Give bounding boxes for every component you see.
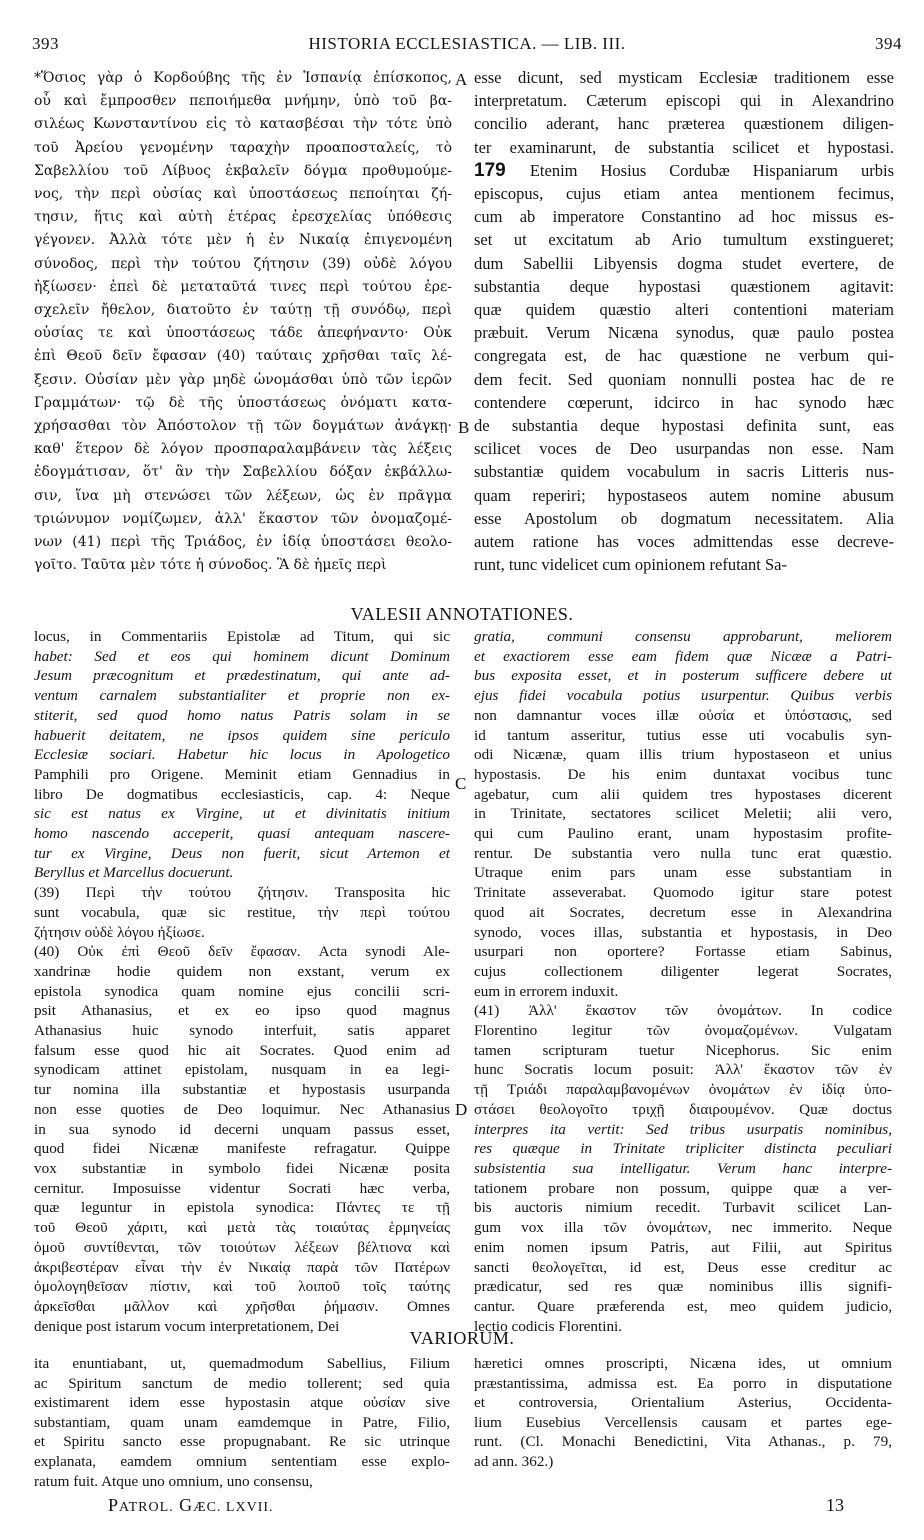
annotation-line: gratia, communi consensu approbarunt, meliorem	[474, 628, 892, 645]
variorum-line: hæretici omnes proscripti, Nicæna ides, ut omnium	[474, 1355, 892, 1372]
annotation-line: (39) Περὶ τὴν τούτου ζήτησιν. Transposita hic	[34, 884, 450, 902]
latin-text-line: episcopus, cujus etiam antea mentionem fecimus,	[474, 184, 894, 204]
annotation-line: xandrinæ hodie quidem non exstant, verum ex	[34, 962, 450, 980]
annotation-line: sic est natus ex Virgine, ut et divinitatis initium	[34, 805, 450, 823]
annotation-line: Beryllus et Marcellus docuerunt.	[34, 864, 234, 882]
latin-text-line: esse Apostolum ob dogmatum necessitatem. Alia	[474, 508, 894, 528]
annotation-line: hypostasis. De his enim duntaxat vocibus tunc	[474, 765, 892, 783]
annotation-line: falsum esse quod hic ait Socrates. Quod enim ad	[34, 1041, 450, 1059]
variorum-line: substantiam, quam unam eamdemque in Patre, Filio,	[34, 1413, 450, 1431]
annotation-line: in sua synodo id decerni unquam passus esset,	[34, 1120, 450, 1138]
annotation-line: epistola synodica quam nomine ejus concilii scri-	[34, 982, 450, 1000]
latin-text-line: dum Sabellii Libyensis dogma studet evertere, de	[474, 253, 894, 273]
greek-text-line: σχελεῖν ἤθελον, διατοῦτο ἐν ταύτῃ τῇ συνόδῳ, περὶ	[34, 302, 452, 319]
margin-marker-c: C	[455, 774, 467, 793]
annotation-line: et exactiorem esse eam fidem quæ Nicææ a Patri-	[474, 647, 892, 665]
greek-text-line: σύνοδος, περὶ τὴν τούτου ζήτησιν (39) οὐδὲ λόγου	[34, 255, 452, 272]
variorum-line: existimarent idem esse hypostasin atque οὐσίαν sive	[34, 1394, 450, 1412]
annotation-line: Pamphili pro Origene. Meminit etiam Gennadius in	[34, 765, 450, 783]
variorum-line: et Spiritu sancto esse propugnabant. Re sic utrinque	[34, 1433, 450, 1451]
annotation-line: sunt vocabula, quæ sic restitue, τὴν περὶ τούτου	[34, 903, 450, 921]
annotation-line: ἀκριβεστέραν εἶναι τὴν ἐν Νικαίᾳ παρὰ τῶν Πατέρων	[34, 1258, 450, 1276]
variorum-line: ac Spiritum sanctum de medio tollerent; sed quia	[34, 1374, 450, 1392]
annotations-right-column	[474, 627, 892, 1336]
annotation-line: res quæque in Trinitate tripliciter distincta peculiari	[474, 1140, 892, 1158]
margin-marker-b: B	[458, 418, 470, 437]
latin-text-line: runt, tunc videlicet cum opinionem refutant Sa-	[474, 555, 787, 575]
annotation-line: qui cum Paulino erant, unam hypostasim profite-	[474, 825, 892, 843]
annotation-line: ζήτησιν οὐδὲ λόγου ἠξίωσε.	[34, 923, 205, 941]
latin-text-line: autem ratione has voces admittendas esse decreve-	[474, 532, 894, 552]
greek-text-line: τησιν, ἥτις καὶ αὐτὴ ἑτέρας ἐρεσχελίας ὑπόθεσις	[34, 209, 452, 226]
latin-text-line: dem fecit. Sed quoniam nonnulli postea hac de re	[474, 369, 894, 389]
greek-text-line: Σαβελλίου τοῦ Λίβυος ἐκβαλεῖν δόγμα προθυμούμε-	[34, 162, 452, 179]
annotation-line: quod fidei Nicænæ manifeste refragatur. Quippe	[34, 1140, 450, 1158]
annotation-line: quod ait Socrates, decretum esse in Alexandrina	[474, 903, 892, 921]
greek-text-line: τριώνυμον νομίζωμεν, ἀλλ' ἕκαστον τῶν ὀνομαζομέ-	[34, 510, 452, 527]
annotation-line: cantur. Quare præferenda est, meo quidem judicio,	[474, 1297, 892, 1315]
latin-text-line: quæ quidem quæstio alteri contentioni materiam	[474, 300, 894, 320]
annotation-line: tur ex Virgine, Deus non fuerit, sicut Artemon et	[34, 844, 450, 862]
annotations-left-column	[34, 627, 450, 1336]
annotation-line: ventum carnalem substantialiter et proprie non ex-	[34, 687, 450, 705]
annotation-line: Utraque enim pars unam esse substantiam in	[474, 864, 892, 882]
annotation-line: synodo, voces illas, substantia et hypostasis, in Deo	[474, 923, 892, 941]
annotation-line: bis auctoris nimium recedit. Turbavit scilicet Lan-	[474, 1199, 892, 1217]
annotation-line: habet: Sed et eos qui hominem dicunt Dominum	[34, 647, 450, 665]
running-title: HISTORIA ECCLESIASTICA. — LIB. III.	[308, 34, 626, 53]
greek-text-line: γέγονεν. Ἀλλὰ τότε μὲν ἡ ἐν Νικαίᾳ ἐπιγενομένη	[34, 232, 452, 249]
variorum-line: runt. (Cl. Monachi Benedictini, Vita Athanas., p. 79,	[474, 1433, 892, 1451]
annotation-line: cernitur. Imposuisse videntur Socrati hæc verba,	[34, 1179, 450, 1197]
variorum-line: explanata, eamdem omnium sententiam esse explo-	[34, 1452, 450, 1470]
page-footer	[108, 1495, 844, 1519]
annotation-line: usurpari non oportere? Fortasse etiam Sabinus,	[474, 943, 892, 961]
annotation-line: tur nomina illa substantiæ et hypostasis usurpanda	[34, 1081, 450, 1099]
annotation-line: interpres ita vertit: Sed tribus usurpatis nominibus,	[474, 1120, 892, 1138]
latin-text-line: scilicet voces de Deo usurpandas non esse. Nam	[474, 439, 894, 459]
annotation-line: Trinitate asseverabat. Quomodo igitur stare potest	[474, 884, 892, 902]
latin-text-line: substantiæ quidem vocabulum in sacris Litteris nus-	[474, 462, 894, 482]
latin-text-line: substantia deque hypostasi quæstionem agitavit:	[474, 276, 894, 296]
annotation-line: enim nomen ipsum Patris, aut Filii, aut Spiritus	[474, 1238, 892, 1256]
annotation-line: ejus fidei vocabula potius usurpentur. Quibus verbis	[474, 687, 892, 705]
annotation-line: non esse quoties de Deo loquimur. Nec Athanasius	[34, 1100, 450, 1118]
annotation-line: libro De dogmatibus ecclesiasticis, cap. 4: Neque	[34, 785, 450, 803]
greek-text-line: Γραμμάτων· τῷ δὲ τῆς ὑποστάσεως ὀνόματι κατα-	[34, 394, 452, 411]
chapter-number: 179	[474, 159, 530, 181]
annotation-line: habuerit deitatem, ne ipsos quidem sine periculo	[34, 726, 450, 744]
annotation-line: non damnantur voces illæ οὐσία et ὑπόστασις, sed	[474, 706, 892, 724]
greek-text-line: σιν, ἵνα μὴ στενώσει τῶν λέξεων, ὡς ἐν πρᾶγμα	[34, 487, 452, 504]
greek-text-line: καθ' ἕτερον δὲ λόγον προσπαραλαμβάνειν τὰς λέξεις	[34, 441, 452, 458]
annotation-line: in Trinitate, sectatores scilicet Meletii; alii vero,	[474, 805, 892, 823]
variorum-line: et controversia, Orientalium Asterius, Occidenta-	[474, 1394, 892, 1412]
annotation-line: τῇ Τριάδι παραλαμβανομένων ὀνομάτων ἐν ἰδίᾳ ὑπο-	[474, 1081, 892, 1099]
greek-text-line: γοῖτο. Ταῦτα μὲν τότε ἡ σύνοδος. Ἃ δὲ ἡμεῖς περὶ	[34, 557, 387, 574]
variorum-line: lium Eusebius Vercellensis causam et partes ege-	[474, 1413, 892, 1431]
annotation-line: tationem probare non possum, quippe quæ a ver-	[474, 1179, 892, 1197]
greek-text-line: σιλέως Κωνσταντίνου εἰς τὸ κατασβέσαι τὴν τότε ὑπὸ	[34, 116, 452, 133]
greek-text-column	[34, 67, 452, 577]
annotation-line: bus exposita esset, et in posterum sufficere debere ut	[474, 667, 892, 685]
running-header	[32, 34, 902, 58]
greek-text-line: νων (41) περὶ τῆς Τριάδος, ἐν ἰδίᾳ ὑποστάσει θεολο-	[34, 534, 452, 551]
latin-text-line: concilio aderant, hanc præterea quæstionem diligen-	[474, 114, 894, 134]
annotation-line: (41) Ἀλλ' ἕκαστον τῶν ὀνομάτων. In codice	[474, 1002, 892, 1020]
greek-text-line: *Ὅσιος γὰρ ὁ Κορδούβης τῆς ἐν Ἱσπανίᾳ ἐπίσκοπος,	[34, 70, 452, 86]
variorum-right-column	[474, 1354, 892, 1472]
variorum-left-column	[34, 1354, 450, 1491]
annotation-line: prædicatur, sed res quæ nominibus illis signifi-	[474, 1278, 892, 1296]
greek-text-line: τοῦ Ἀρείου γενομένην ταραχὴν προαποσταλείς, τὸ	[34, 139, 452, 156]
greek-text-line: ξεσιν. Οὐσίαν μὲν γὰρ μηδὲ ὠνομάσθαι ὑπὸ τῶν ἱερῶν	[34, 371, 452, 388]
annotation-line: ὁμολογηθεῖσαν πίστιν, καὶ τοῦ λοιποῦ τοῖς ταύτης	[34, 1278, 450, 1296]
annotation-line: Jesum præcognitum et prædestinatum, qui ante ad-	[34, 667, 450, 685]
latin-text-line: ter examinarunt, de substantia scilicet et hypostasi.	[474, 137, 894, 157]
annotation-line: cujus collectionem diligenter legerat Socrates,	[474, 962, 892, 980]
greek-text-line: ἠξίωσεν· ἐπεὶ δὲ μεταταῦτά τινες περὶ τούτου ἐρε-	[34, 278, 452, 295]
greek-text-line: ἐπὶ Θεοῦ δεῖν ἔφασαν (40) ταύταις χρῆσθαι ταῖς λέ-	[34, 348, 452, 365]
margin-marker-a: A	[455, 70, 468, 89]
latin-text-line: contendere cœperunt, idcirco in hac synodo hæc	[474, 392, 894, 412]
annotation-line: odi Nicænæ, quam illis trium hypostaseon et unius	[474, 746, 892, 764]
annotation-line: (40) Οὐκ ἐπὶ Θεοῦ δεῖν ἔφασαν. Acta synodi Ale-	[34, 943, 450, 961]
greek-text-line: χρήσασθαι τὸν Ἀπόστολον τῇ τῶν δογμάτων ἀνάγκῃ·	[34, 418, 452, 435]
annotation-line: synodicam attinet epistolam, nusquam in ea legi-	[34, 1061, 450, 1079]
latin-text-line: præbuit. Verum Nicæna synodus, quæ paulo postea	[474, 323, 894, 343]
greek-text-line: οὗ καὶ ἔμπροσθεν πεποιήμεθα μνήμην, ὑπὸ τοῦ βα-	[34, 93, 452, 110]
annotation-line: eum in errorem induxit.	[474, 982, 619, 1000]
latin-text-column	[474, 66, 894, 576]
annotation-line: Athanasius huic synodo interfuit, satis apparet	[34, 1022, 450, 1040]
left-page-number: 393	[32, 34, 59, 53]
annotation-line: denique post istarum vocum interpretationem, Dei	[34, 1317, 340, 1335]
annotation-line: homo nascendo acceperit, quasi antequam nascere-	[34, 825, 450, 843]
latin-text-segment: Etenim Hosius Cordubæ Hispaniarum urbis	[529, 160, 894, 180]
annotation-line: rentur. De substantia vero nulla tunc erat quæstio.	[474, 844, 892, 862]
greek-text-line: ἐδογμάτισαν, ὅτ' ἂν τὴν Σαβελλίου δόξαν ἐκβάλλω-	[34, 464, 452, 481]
greek-text-line: νος, τὴν περὶ οὐσίας καὶ ὑποστάσεως πεποίηται ζή-	[34, 186, 452, 203]
variorum-line: ad ann. 362.)	[474, 1452, 554, 1470]
right-page-number: 394	[875, 34, 902, 53]
annotation-line: lectio codicis Florentini.	[474, 1317, 623, 1335]
greek-text-line: οὐσίας τε καὶ ὑποστάσεως τάδε ἀπεφήναντο· Οὐκ	[34, 325, 452, 342]
annotation-line: id tantum asseritur, tutius esse uti vocabulis syn-	[474, 726, 892, 744]
margin-marker-d: D	[455, 1100, 468, 1119]
annotation-line: hunc Socratis locum posuit: Ἀλλ' ἕκαστον τῶν ἐν	[474, 1061, 892, 1079]
variorum-title: VARIORUM.	[409, 1328, 515, 1348]
annotation-line: Florentino legitur τῶν ὀνομαζομένων. Vulgatam	[474, 1022, 892, 1040]
annotation-line: vox substantiæ in symbolo fidei Nicænæ posita	[34, 1159, 450, 1177]
annotation-line: στάσει θεολογοῖτο τριχῇ διαιρουμένον. Quæ doctus	[474, 1100, 892, 1118]
annotation-line: τοῦ Θεοῦ χάριτι, καὶ μετὰ τὰς τοιαύτας ἑρμηνείας	[34, 1219, 450, 1237]
annotation-line: subsistentia sua intelligatur. Verum hanc interpre-	[474, 1159, 892, 1177]
annotation-line: quæ leguntur in epistola synodica: Πάντες τε τῇ	[34, 1199, 450, 1217]
annotation-line: ἀρκεῖσθαι μᾶλλον καὶ χρῆσθαι ῥήμασιν. Omnes	[34, 1297, 450, 1315]
latin-text-line: cum ab imperatore Constantino ad hoc missus es-	[474, 207, 894, 227]
variorum-line: præstantissima, admissa est. Ea porro in disputatione	[474, 1374, 892, 1392]
annotation-line: stiterit, sed quod homo natus Patris solam in se	[34, 706, 450, 724]
variorum-line: ratum fuit. Atque uno omnium, uno consensu,	[34, 1472, 313, 1490]
annotation-line: tamen scripturam tuetur Nicephorus. Sic enim	[474, 1041, 892, 1059]
latin-text-line: de substantia deque hypostasi definita sunt, eas	[474, 416, 894, 436]
collection-signature: PATROL. GÆC. LXVII.	[108, 1495, 274, 1515]
latin-text-line: set ut excitatum ab Ario tumultum exstingueret;	[474, 230, 894, 250]
latin-text-line: quam reperiri; hypostaseos autem nomine abusum	[474, 485, 894, 505]
annotation-line: agebatur, cum alii quidem tres hypostases dicerent	[474, 785, 892, 803]
annotations-title: VALESII ANNOTATIONES.	[350, 604, 574, 624]
annotation-line: ὁμοῦ συντίθενται, τῶν τοιούτων λέξεων βέλτιονα καὶ	[34, 1238, 450, 1256]
latin-text-line: interpretatum. Cæterum episcopi qui in Alexandrino	[474, 91, 894, 111]
latin-text-line: esse dicunt, sed mysticam Ecclesiæ traditionem esse	[474, 68, 894, 87]
annotation-line: sancti θεολογεῖται, id est, Deus esse creditur ac	[474, 1258, 892, 1276]
annotation-line: locus, in Commentariis Epistolæ ad Titum, qui sic	[34, 628, 450, 645]
latin-text-line	[474, 159, 894, 182]
variorum-line: ita enuntiabant, ut, quemadmodum Sabellius, Filium	[34, 1355, 450, 1372]
sheet-number: 13	[826, 1495, 844, 1515]
annotation-line: Ecclesiæ sociari. Habetur hic locus in Apologetico	[34, 746, 450, 764]
annotation-line: gum vox illa τῶν ὀνομάτων, nec immerito. Neque	[474, 1219, 892, 1237]
latin-text-line: congregata est, de hac quæstione ne verbum qui-	[474, 346, 894, 366]
annotation-line: psit Athanasius, et ex eo ipso quod magnus	[34, 1002, 450, 1020]
